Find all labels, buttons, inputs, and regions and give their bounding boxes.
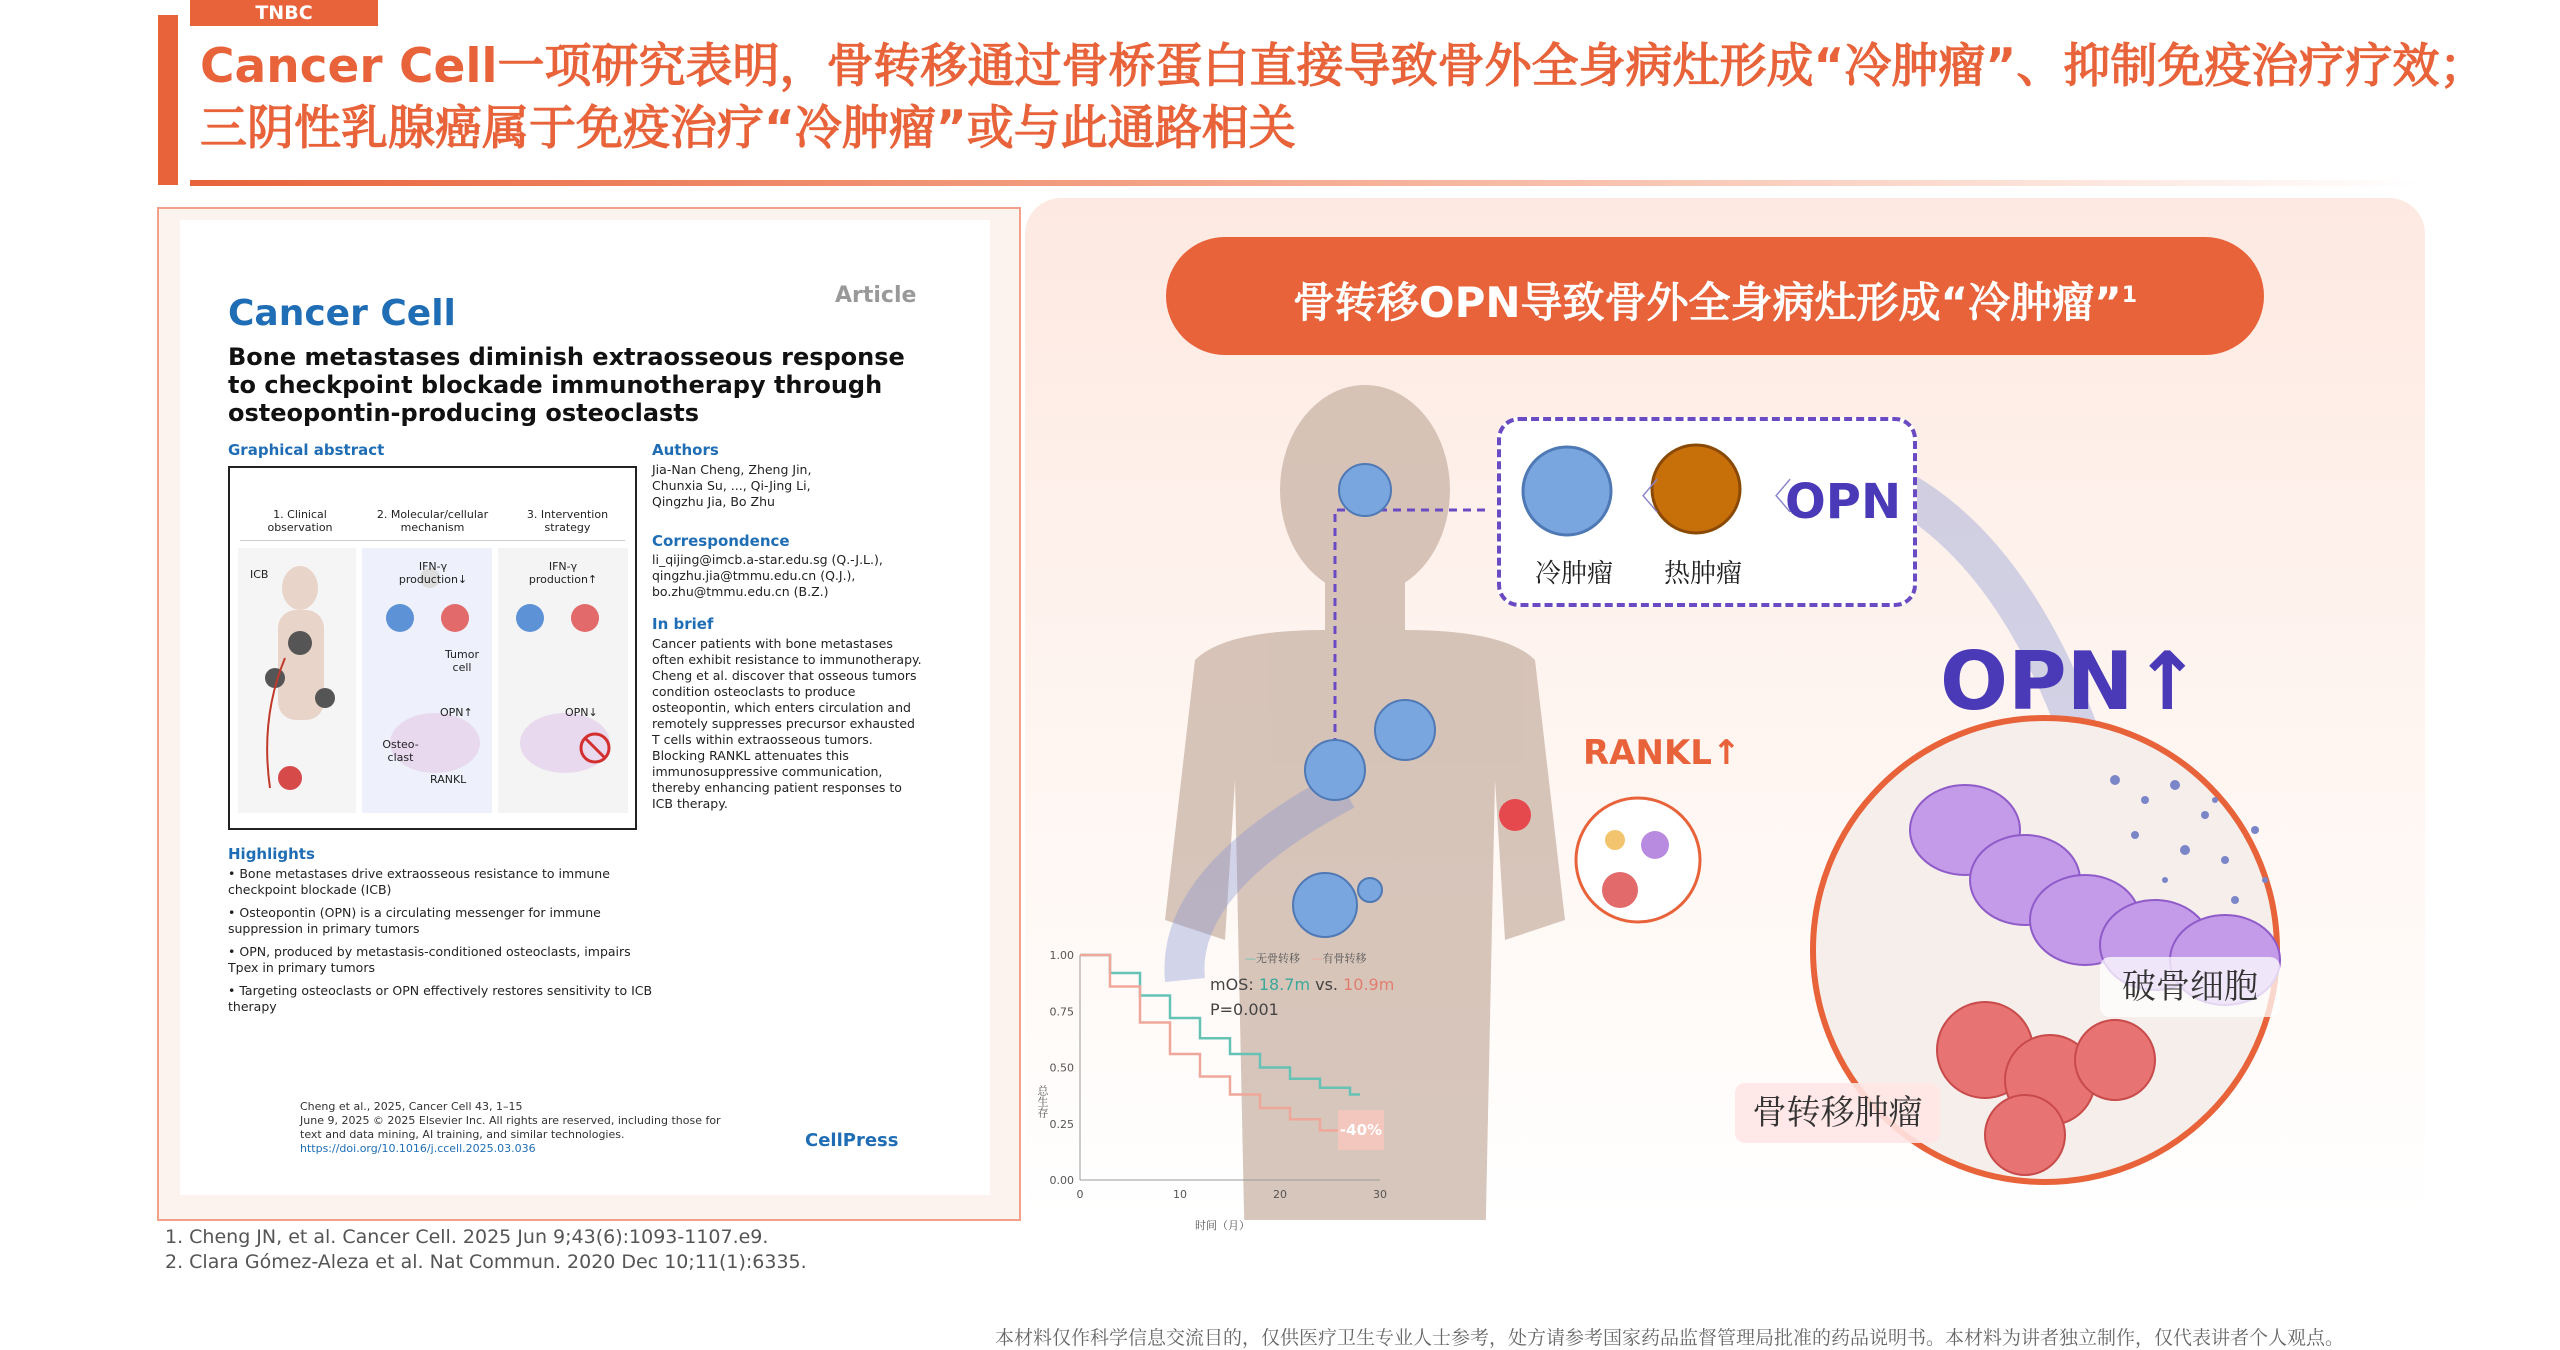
hot-tumor-label: 热肿瘤	[1664, 559, 1743, 589]
opn-up-label: OPN↑	[1940, 635, 2201, 728]
hot-tumor-icon	[1652, 445, 1740, 533]
correspondence-label: Correspondence	[652, 532, 790, 550]
ga-ifn-down: IFN-γ production↓	[398, 560, 468, 586]
disclaimer: 本材料仅作科学信息交流目的，仅供医疗卫生专业人士参考，处方请参考国家药品监督管理局批准的药品说明书。本材料为讲者独立制作，仅代表讲者个人观点。	[995, 1327, 2345, 1349]
km-y-tick: 0.50	[1049, 1061, 1074, 1075]
ga-icb: ICB	[250, 568, 269, 581]
mos-bone-met: 10.9m	[1343, 975, 1395, 994]
p-value: P=0.001	[1210, 1000, 1279, 1019]
km-x-tick: 20	[1273, 1188, 1287, 1201]
ga-osteoclast: Osteo-clast	[382, 738, 419, 764]
ga-rankl: RANKL	[430, 773, 467, 786]
ga-opn-down: OPN↓	[565, 706, 598, 719]
ga-tumor-cell: Tumor cell	[445, 648, 479, 674]
highlights-label: Highlights	[228, 845, 315, 863]
graphical-abstract-label: Graphical abstract	[228, 441, 385, 459]
ga-opn-up: OPN↑	[440, 706, 473, 719]
highlight-item: • Bone metastases drive extraosseous resistance to immune checkpoint blockade (ICB)	[228, 866, 610, 897]
publisher-logo: CellPress	[805, 1130, 899, 1151]
ga-column-1: 1. Clinical observation	[267, 508, 333, 534]
graphical-abstract	[228, 466, 637, 830]
ga-ifn-up: IFN-γ production↑	[528, 560, 598, 586]
authors: Jia-Nan Cheng, Zheng Jin, Chunxia Su, ..., Qi-Jing Li, Qingzhu Jia, Bo Zhu	[652, 462, 812, 509]
cold-tumor-icon	[1523, 447, 1611, 535]
correspondence: li_qijing@imcb.a-star.edu.sg (Q.-J.L.), qingzhu.jia@tmmu.edu.cn (Q.J.), bo.zhu@tmmu.edu.cn (B.Z.)	[652, 552, 883, 599]
ga-column-2: 2. Molecular/cellular mechanism	[376, 508, 489, 534]
highlight-item: • OPN, produced by metastasis-conditioned osteoclasts, impairs Tpex in primary tumors	[228, 944, 631, 975]
highlights-list	[228, 866, 658, 1015]
osteoclast-label: 破骨细胞	[2100, 957, 2280, 1017]
cold-tumor-label: 冷肿瘤	[1535, 559, 1614, 589]
title-divider	[190, 180, 2420, 186]
highlight-item: • Osteopontin (OPN) is a circulating messenger for immune suppression in primary tumors	[228, 905, 601, 936]
km-y-label: 总生存	[1036, 1085, 1049, 1118]
slide-title: Cancer Cell一项研究表明，骨转移通过骨桥蛋白直接导致骨外全身病灶形成“冷肿瘤”、抑制免疫治疗疗效；三阴性乳腺癌属于免疫治疗“冷肿瘤”或与此通路相关	[200, 39, 2487, 156]
km-x-tick: 0	[1076, 1188, 1084, 1201]
doi-link[interactable]: https://doi.org/10.1016/j.ccell.2025.03.036	[300, 1142, 536, 1155]
km-y-tick: 0.25	[1049, 1117, 1074, 1131]
km-x-label: 时间（月）	[1195, 1219, 1250, 1232]
highlight-item: • Targeting osteoclasts or OPN effectively restores sensitivity to ICB therapy	[228, 983, 653, 1014]
mos-no-bone-met: 18.7m	[1258, 975, 1311, 994]
references	[165, 1225, 807, 1275]
ga-column-3: 3. Intervention strategy	[526, 508, 609, 534]
journal-name: Cancer Cell	[228, 293, 456, 334]
legend-series-2: 有骨转移	[1322, 952, 1367, 965]
citation-rights: June 9, 2025 © 2025 Elsevier Inc. All rights are reserved, including those for text and data mining, AI training, and similar technologies.	[300, 1114, 721, 1141]
in-brief-label: In brief	[652, 615, 714, 633]
km-legend: —无骨转移 —有骨转移	[1245, 952, 1367, 965]
less-than-icon: 〈	[1756, 477, 1793, 518]
median-os: mOS: 18.7m vs. 10.9m	[1210, 975, 1395, 994]
reference-item: 1. Cheng JN, et al. Cancer Cell. 2025 Jun 9;43(6):1093-1107.e9.	[165, 1226, 769, 1248]
less-than-icon: 〈	[1623, 477, 1660, 518]
opn-small-label: OPN	[1785, 474, 1902, 530]
paper-title: Bone metastases diminish extraosseous response to checkpoint blockade immunotherapy through osteopontin-producing osteoclasts	[228, 343, 905, 427]
rankl-up-label: RANKL↑	[1583, 733, 1741, 773]
article-type-label: Article	[835, 283, 917, 308]
paper-citation	[300, 1100, 730, 1156]
title-accent-bar	[158, 15, 178, 185]
ga-divider	[240, 540, 625, 541]
bone-metastasis-tumor-label: 骨转移肿瘤	[1735, 1083, 1940, 1143]
km-x-tick: 10	[1173, 1188, 1187, 1201]
figure-banner: 骨转移OPN导致骨外全身病灶形成“冷肿瘤”$^1$	[1166, 237, 2264, 355]
km-y-tick: 1.00	[1049, 949, 1074, 962]
category-tag: TNBC	[190, 0, 378, 26]
legend-series-1: 无骨转移	[1256, 952, 1300, 965]
km-x-tick: 30	[1373, 1188, 1387, 1201]
citation-line: Cheng et al., 2025, Cancer Cell 43, 1–15	[300, 1100, 523, 1113]
reference-item: 2. Clara Gómez-Aleza et al. Nat Commun. 2020 Dec 10;11(1):6335.	[165, 1251, 807, 1273]
in-brief: Cancer patients with bone metastases often exhibit resistance to immunotherapy. Cheng et al. discover that osseous tumors condition osteoclasts to produce osteopontin, which enters circulation and remotely suppresses precursor exhausted T cells within extraosseous tumors. Blocking RANKL attenuates this immunosuppressive communication, thereby enhancing patient responses to ICB therapy.	[652, 636, 922, 811]
delta-arrow: -40%	[1338, 1110, 1384, 1150]
km-y-tick: 0.75	[1049, 1005, 1074, 1019]
km-y-tick: 0.00	[1049, 1174, 1074, 1187]
authors-label: Authors	[652, 441, 719, 459]
